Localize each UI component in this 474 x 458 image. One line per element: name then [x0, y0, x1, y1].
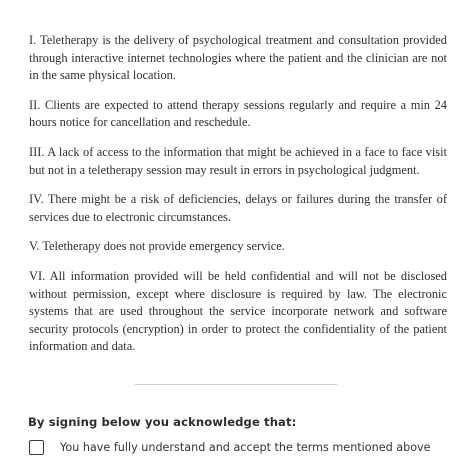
term-item-4: IV. There might be a risk of deficiencies, delays or failures during the transfer of services due to electronic circumstances. [29, 192, 447, 224]
acknowledgement-row[interactable] [29, 440, 431, 455]
term-item-6: VI. All information provided will be held confidential and will not be disclosed without permission, except where disclosure is required by law. The electronic systems that are used throughout the service incorporate network and software security protocols (encryption) in order to protect the confidentiality of the patient information and data. [29, 268, 447, 354]
terms-list [29, 32, 447, 368]
accept-terms-label[interactable]: You have fully understand and accept the terms mentioned above [60, 441, 431, 454]
signature-divider [135, 384, 337, 385]
term-item-5: V. Teletherapy does not provide emergency service. [29, 239, 285, 254]
acknowledgement-heading: By signing below you acknowledge that: [28, 415, 297, 429]
term-item-3: III. A lack of access to the information that might be achieved in a face to face visit but not in a teletherapy session may result in errors in psychological judgment. [29, 144, 447, 177]
accept-terms-checkbox[interactable] [29, 440, 44, 455]
term-item-2: II. Clients are expected to attend therapy sessions regularly and require a min 24 hours notice for cancellation and reschedule. [29, 97, 447, 130]
term-item-1: I. Teletherapy is the delivery of psychological treatment and consultation provided through interactive internet technologies where the patient and the clinician are not in the same physical location. [29, 33, 447, 83]
